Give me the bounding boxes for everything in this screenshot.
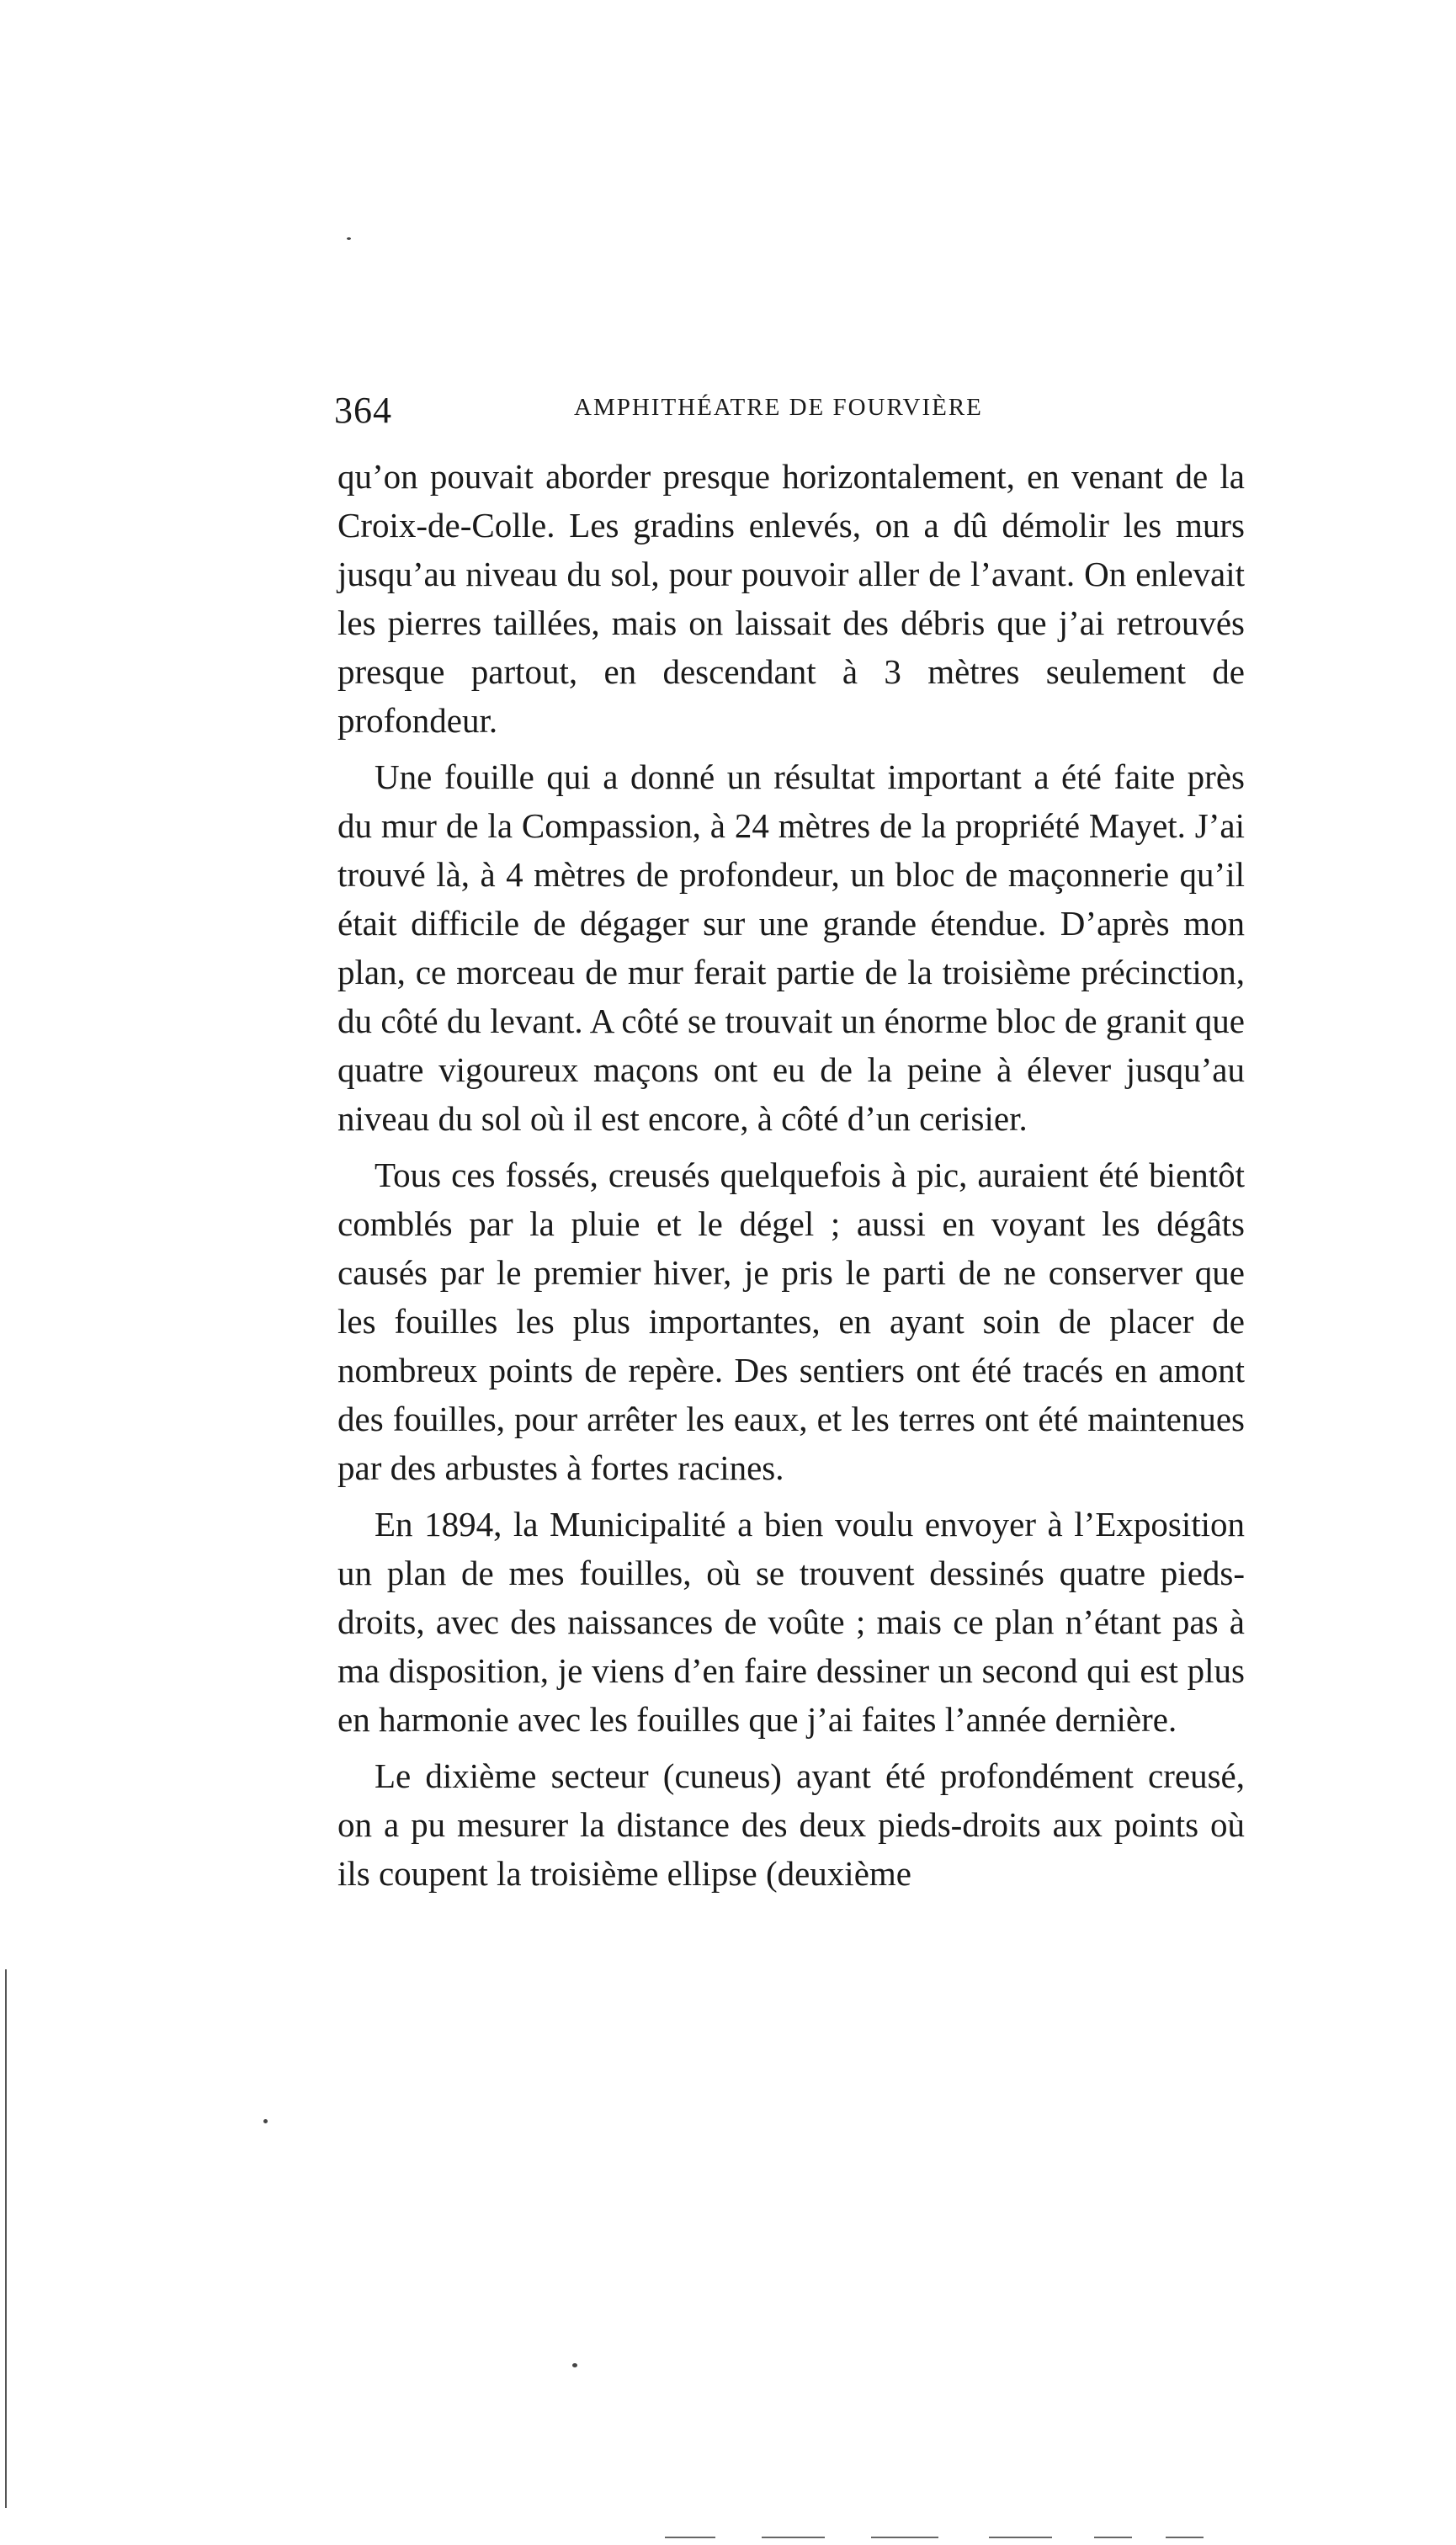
paragraph-compassion-excavation: Une fouille qui a donné un résultat important a été faite près du mur de la Compassion, à 24 mètres de la propriété Mayet. J’ai trouvé là, à 4 mètres de profondeur, un bloc de maçonnerie qu’il était difficile de dégager sur une grande étendue. D’après mon plan, ce morceau de mur ferait partie de la troisième précinction, du côté du levant. A côté se trouvait un énorme bloc de granit que quatre vigoureux maçons ont eu de la peine à élever jusqu’au niveau du sol où il est encore, à côté d’un cerisier.	[337, 757, 1245, 1138]
paragraph-tenth-sector: Le dixième secteur (cuneus) ayant été profondément creusé, on a pu mesurer la distance des deux pieds-droits aux points où ils coupent la troisième ellipse (deuxième	[337, 1756, 1245, 1893]
scan-bottom-rule	[871, 2537, 938, 2538]
scan-bottom-rule	[762, 2537, 825, 2538]
paragraph-continuation: qu’on pouvait aborder presque horizontalement, en venant de la Croix-de-Colle. Les gradins enlevés, on a dû démolir les murs jusqu’au niveau du sol, pour pouvoir aller de l’avant. On enlevait les pierres taillées, mais on laissait des débris que j’ai retrouvés presque partout, en descendant à 3 mètres seulement de profondeur.	[337, 457, 1245, 740]
scan-speck	[572, 2363, 577, 2367]
scan-speck	[263, 2119, 268, 2123]
scan-margin-line	[5, 1969, 7, 2508]
scan-bottom-rule	[1166, 2537, 1204, 2538]
running-head	[334, 389, 1251, 439]
page-number: 364	[334, 390, 392, 431]
running-title: AMPHITHÉATRE DE FOURVIÈRE	[574, 394, 983, 421]
scan-bottom-rule	[665, 2537, 715, 2538]
paragraph-exposition-1894: En 1894, la Municipalité a bien voulu envoyer à l’Exposition un plan de mes fouilles, où se trouvent dessinés quatre pieds-droits, avec des naissances de voûte ; mais ce plan n’étant pas à ma disposition, je viens d’en faire dessiner un second qui est plus en harmonie avec les fouilles que j’ai faites l’année dernière.	[337, 1505, 1245, 1739]
scan-bottom-rule	[989, 2537, 1052, 2538]
body-text	[337, 452, 1245, 1905]
scan-speck	[347, 237, 351, 240]
scan-bottom-rule	[1094, 2537, 1132, 2538]
paragraph-trenches: Tous ces fossés, creusés quelquefois à pic, auraient été bientôt comblés par la pluie et le dégel ; aussi en voyant les dégâts causés par le premier hiver, je pris le parti de ne conserver que les fouilles les plus importantes, en ayant soin de placer de nombreux points de repère. Des sentiers ont été tracés en amont des fouilles, pour arrêter les eaux, et les terres ont été maintenues par des arbustes à fortes racines.	[337, 1156, 1245, 1487]
